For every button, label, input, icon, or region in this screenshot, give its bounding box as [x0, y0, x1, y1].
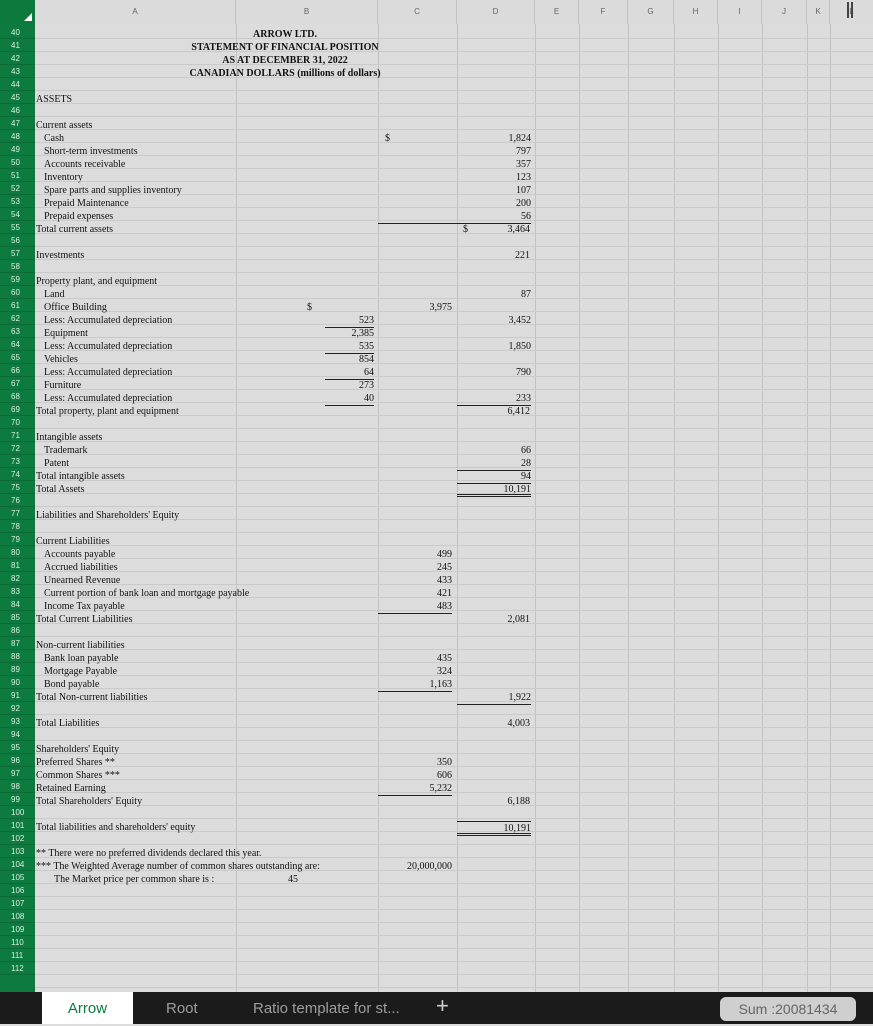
- gridline: [35, 792, 873, 793]
- row-number[interactable]: 40: [0, 26, 35, 39]
- row-number[interactable]: 97: [0, 767, 35, 780]
- row-number[interactable]: 63: [0, 325, 35, 338]
- tab-root[interactable]: Root: [166, 1000, 198, 1017]
- accounts-payable-value: 499: [437, 549, 452, 560]
- note-weighted-shares: *** The Weighted Average number of common shares outstanding are:: [36, 861, 320, 872]
- income-tax-value: 483: [378, 600, 452, 614]
- row-number[interactable]: 110: [0, 936, 35, 949]
- total-current-assets-label: Total current assets: [36, 224, 114, 235]
- office-building-net: 3,452: [508, 315, 531, 326]
- total-le-value: 10,191: [457, 821, 531, 836]
- gridline: [35, 766, 873, 767]
- gridline: [35, 610, 873, 611]
- company-name: ARROW LTD.: [253, 29, 317, 40]
- spare-parts-value: 107: [516, 185, 531, 196]
- equipment-net: 1,850: [508, 341, 531, 352]
- row-number[interactable]: 79: [0, 533, 35, 546]
- gridline: [807, 24, 808, 992]
- gridline: [35, 948, 873, 949]
- row-number[interactable]: 93: [0, 715, 35, 728]
- row-number[interactable]: 65: [0, 351, 35, 364]
- row-number[interactable]: 47: [0, 117, 35, 130]
- total-le-label: Total liabilities and shareholders' equity: [36, 822, 196, 833]
- column-header-k[interactable]: K: [807, 0, 830, 24]
- current-portion-value: 421: [437, 588, 452, 599]
- preferred-shares-value: 350: [437, 757, 452, 768]
- row-number[interactable]: 48: [0, 130, 35, 143]
- furniture-depreciation-value: 40: [325, 392, 374, 406]
- row-number[interactable]: 61: [0, 299, 35, 312]
- total-intangible-label: Total intangible assets: [36, 471, 125, 482]
- vehicles-depreciation-value: 64: [325, 366, 374, 380]
- statement-currency: CANADIAN DOLLARS (millions of dollars): [189, 68, 381, 79]
- patent-label: Patent: [44, 458, 69, 469]
- row-number[interactable]: 43: [0, 65, 35, 78]
- total-assets-label: Total Assets: [36, 484, 85, 495]
- prepaid-maintenance-value: 200: [516, 198, 531, 209]
- gridline: [35, 805, 873, 806]
- gridline: [35, 467, 873, 468]
- gridline: [35, 337, 873, 338]
- row-number[interactable]: 58: [0, 260, 35, 273]
- gridline: [35, 168, 873, 169]
- gridline: [35, 740, 873, 741]
- unearned-revenue-value: 433: [437, 575, 452, 586]
- row-number[interactable]: 91: [0, 689, 35, 702]
- total-intangible-value: 94: [457, 470, 531, 484]
- equipment-depreciation-value: 535: [325, 340, 374, 354]
- total-noncurrent-label: Total Non-current liabilities: [36, 692, 148, 703]
- current-assets-heading: Current assets: [36, 120, 93, 131]
- gridline: [35, 818, 873, 819]
- market-price-value: 45: [288, 874, 298, 885]
- gridline: [35, 285, 873, 286]
- prepaid-maintenance-label: Prepaid Maintenance: [44, 198, 129, 209]
- row-number[interactable]: 107: [0, 897, 35, 910]
- total-current-assets-value: 3,464: [507, 224, 530, 235]
- spreadsheet-grid[interactable]: [35, 24, 873, 992]
- row-number[interactable]: 72: [0, 442, 35, 455]
- gridline: [35, 974, 873, 975]
- total-ppe-label: Total property, plant and equipment: [36, 406, 179, 417]
- row-number[interactable]: 74: [0, 468, 35, 481]
- gridline: [35, 181, 873, 182]
- column-header-d[interactable]: D: [457, 0, 535, 24]
- row-number[interactable]: 73: [0, 455, 35, 468]
- equipment-depreciation-label: Less: Accumulated depreciation: [44, 341, 173, 352]
- investments-value: 221: [515, 250, 530, 261]
- column-header-j[interactable]: J: [762, 0, 807, 24]
- row-number[interactable]: 111: [0, 949, 35, 962]
- bond-label: Bond payable: [44, 679, 100, 690]
- row-number[interactable]: 81: [0, 559, 35, 572]
- total-liabilities-label: Total Liabilities: [36, 718, 100, 729]
- total-current-liabilities-label: Total Current Liabilities: [36, 614, 133, 625]
- cash-label: Cash: [44, 133, 64, 144]
- bank-loan-value: 435: [437, 653, 452, 664]
- prepaid-expenses-label: Prepaid expenses: [44, 211, 114, 222]
- vehicles-depreciation-label: Less: Accumulated depreciation: [44, 367, 173, 378]
- office-building-label: Office Building: [44, 302, 107, 313]
- gridline: [35, 207, 873, 208]
- inventory-label: Inventory: [44, 172, 83, 183]
- gridline: [35, 506, 873, 507]
- note-market-price: The Market price per common share is :: [54, 874, 215, 885]
- current-liabilities-heading: Current Liabilities: [36, 536, 110, 547]
- cash-value: 1,824: [508, 133, 531, 144]
- statement-title: STATEMENT OF FINANCIAL POSITION: [191, 42, 379, 53]
- total-equity-label: Total Shareholders' Equity: [36, 796, 143, 807]
- row-number[interactable]: 44: [0, 78, 35, 91]
- select-all-corner[interactable]: [0, 0, 35, 24]
- row-number[interactable]: 99: [0, 793, 35, 806]
- gridline: [35, 662, 873, 663]
- row-number[interactable]: 104: [0, 858, 35, 871]
- total-assets-value: 10,191: [457, 483, 531, 497]
- land-value: 87: [521, 289, 531, 300]
- spare-parts-label: Spare parts and supplies inventory: [44, 185, 182, 196]
- total-liabilities-value: 4,003: [507, 718, 530, 729]
- row-number[interactable]: 77: [0, 507, 35, 520]
- equity-heading: Shareholders' Equity: [36, 744, 120, 755]
- bank-loan-label: Bank loan payable: [44, 653, 119, 664]
- office-building-value: 3,975: [429, 302, 452, 313]
- row-number[interactable]: 71: [0, 429, 35, 442]
- row-number[interactable]: 56: [0, 234, 35, 247]
- row-number[interactable]: 96: [0, 754, 35, 767]
- row-number[interactable]: 86: [0, 624, 35, 637]
- gridline: [35, 922, 873, 923]
- row-number[interactable]: 100: [0, 806, 35, 819]
- row-header-column: [0, 24, 35, 992]
- row-number[interactable]: 51: [0, 169, 35, 182]
- gridline: [35, 298, 873, 299]
- accounts-receivable-value: 357: [516, 159, 531, 170]
- gridline: [35, 779, 873, 780]
- gridline: [35, 389, 873, 390]
- tab-arrow[interactable]: Arrow: [42, 992, 133, 1024]
- row-number[interactable]: 103: [0, 845, 35, 858]
- gridline: [35, 649, 873, 650]
- row-number[interactable]: 49: [0, 143, 35, 156]
- furniture-net: 233: [457, 392, 531, 406]
- gridline: [35, 909, 873, 910]
- row-number[interactable]: 78: [0, 520, 35, 533]
- gridline: [35, 688, 873, 689]
- liabilities-equity-heading: Liabilities and Shareholders' Equity: [36, 510, 180, 521]
- income-tax-label: Income Tax payable: [44, 601, 125, 612]
- retained-earning-label: Retained Earning: [36, 783, 106, 794]
- gridline: [35, 363, 873, 364]
- vehicles-value: 854: [359, 354, 374, 365]
- column-header-g[interactable]: G: [628, 0, 674, 24]
- gridline: [35, 753, 873, 754]
- select-all-icon: [24, 13, 32, 21]
- statement-date: AS AT DECEMBER 31, 2022: [222, 55, 348, 66]
- gridline: [35, 480, 873, 481]
- gridline: [35, 428, 873, 429]
- gridline: [674, 24, 675, 992]
- furniture-depreciation-label: Less: Accumulated depreciation: [44, 393, 173, 404]
- gridline: [35, 129, 873, 130]
- column-header-l[interactable]: L: [849, 7, 854, 16]
- total-ppe-value: 6,412: [507, 406, 530, 417]
- row-number[interactable]: 84: [0, 598, 35, 611]
- row-number[interactable]: 41: [0, 39, 35, 52]
- ppe-heading: Property plant, and equipment: [36, 276, 158, 287]
- gridline: [35, 103, 873, 104]
- row-number[interactable]: 52: [0, 182, 35, 195]
- gridline: [35, 675, 873, 676]
- gridline: [830, 24, 831, 992]
- row-number[interactable]: 68: [0, 390, 35, 403]
- office-building-dollar: $: [307, 302, 312, 313]
- gridline: [35, 116, 873, 117]
- gridline: [535, 24, 536, 992]
- furniture-value: 273: [359, 380, 374, 391]
- total-current-assets-dollar: $: [463, 224, 468, 235]
- gridline: [35, 233, 873, 234]
- total-noncurrent-value: 1,922: [457, 691, 531, 705]
- row-number[interactable]: 105: [0, 871, 35, 884]
- gridline: [35, 272, 873, 273]
- row-number[interactable]: 89: [0, 663, 35, 676]
- gridline: [35, 311, 873, 312]
- gridline: [35, 701, 873, 702]
- column-header-h[interactable]: H: [674, 0, 718, 24]
- short-term-investments-value: 797: [516, 146, 531, 157]
- gridline: [718, 24, 719, 992]
- gridline: [35, 714, 873, 715]
- vehicles-label: Vehicles: [44, 354, 78, 365]
- short-term-investments-label: Short-term investments: [44, 146, 138, 157]
- column-header-e[interactable]: E: [535, 0, 579, 24]
- plus-icon[interactable]: +: [436, 993, 449, 1018]
- gridline: [35, 155, 873, 156]
- gridline: [35, 961, 873, 962]
- column-resize-handle[interactable]: [847, 2, 853, 18]
- trademark-label: Trademark: [44, 445, 88, 456]
- sum-indicator: Sum :20081434: [720, 997, 856, 1021]
- column-header-i[interactable]: I: [718, 0, 762, 24]
- column-header-c[interactable]: C: [378, 0, 457, 24]
- row-number[interactable]: 88: [0, 650, 35, 663]
- gridline: [35, 558, 873, 559]
- accounts-payable-label: Accounts payable: [44, 549, 116, 560]
- land-label: Land: [44, 289, 65, 300]
- current-portion-label: Current portion of bank loan and mortgage payable: [44, 588, 250, 599]
- row-number[interactable]: 54: [0, 208, 35, 221]
- mortgage-label: Mortgage Payable: [44, 666, 118, 677]
- gridline: [35, 844, 873, 845]
- row-number[interactable]: 42: [0, 52, 35, 65]
- gridline: [35, 623, 873, 624]
- common-shares-label: Common Shares ***: [36, 770, 120, 781]
- retained-earning-value: 5,232: [378, 782, 452, 796]
- total-equity-value: 6,188: [507, 796, 530, 807]
- gridline: [35, 454, 873, 455]
- assets-heading: ASSETS: [36, 94, 73, 105]
- gridline: [35, 571, 873, 572]
- equipment-label: Equipment: [44, 328, 88, 339]
- accrued-liabilities-label: Accrued liabilities: [44, 562, 118, 573]
- office-depreciation-value: 523: [325, 314, 374, 328]
- note-preferred-dividends: ** There were no preferred dividends declared this year.: [36, 848, 262, 859]
- equipment-value: 2,385: [351, 328, 374, 339]
- total-current-liabilities-value: 2,081: [507, 614, 530, 625]
- gridline: [35, 246, 873, 247]
- row-number[interactable]: 64: [0, 338, 35, 351]
- row-number[interactable]: 82: [0, 572, 35, 585]
- gridline: [35, 935, 873, 936]
- investments-label: Investments: [36, 250, 85, 261]
- sheet-tab-bar: [0, 992, 873, 1024]
- row-number[interactable]: 59: [0, 273, 35, 286]
- row-number[interactable]: 76: [0, 494, 35, 507]
- accounts-receivable-label: Accounts receivable: [44, 159, 126, 170]
- weighted-shares-value: 20,000,000: [407, 861, 452, 872]
- gridline: [35, 441, 873, 442]
- row-number[interactable]: 112: [0, 962, 35, 975]
- row-number[interactable]: 70: [0, 416, 35, 429]
- patent-value: 28: [457, 457, 531, 471]
- gridline: [35, 259, 873, 260]
- noncurrent-liabilities-heading: Non-current liabilities: [36, 640, 125, 651]
- row-number[interactable]: 53: [0, 195, 35, 208]
- gridline: [35, 532, 873, 533]
- row-number[interactable]: 66: [0, 364, 35, 377]
- column-header-f[interactable]: F: [579, 0, 628, 24]
- row-number[interactable]: 57: [0, 247, 35, 260]
- tab-ratio-template[interactable]: Ratio template for st...: [253, 1000, 400, 1017]
- row-number[interactable]: 62: [0, 312, 35, 325]
- gridline: [378, 24, 379, 992]
- gridline: [35, 636, 873, 637]
- row-number[interactable]: 46: [0, 104, 35, 117]
- row-number[interactable]: 75: [0, 481, 35, 494]
- row-number[interactable]: 95: [0, 741, 35, 754]
- row-number[interactable]: 101: [0, 819, 35, 832]
- office-depreciation-label: Less: Accumulated depreciation: [44, 315, 173, 326]
- row-number[interactable]: 94: [0, 728, 35, 741]
- preferred-shares-label: Preferred Shares **: [36, 757, 115, 768]
- row-number[interactable]: 50: [0, 156, 35, 169]
- row-number[interactable]: 69: [0, 403, 35, 416]
- row-number[interactable]: 85: [0, 611, 35, 624]
- column-header-b[interactable]: B: [236, 0, 378, 24]
- trademark-value: 66: [521, 445, 531, 456]
- bond-value: 1,163: [378, 678, 452, 692]
- row-number[interactable]: 55: [0, 221, 35, 234]
- gridline: [35, 90, 873, 91]
- gridline: [35, 142, 873, 143]
- gridline: [762, 24, 763, 992]
- column-header-a[interactable]: A: [35, 0, 236, 24]
- furniture-label: Furniture: [44, 380, 82, 391]
- row-number[interactable]: 109: [0, 923, 35, 936]
- row-number[interactable]: 67: [0, 377, 35, 390]
- gridline: [35, 584, 873, 585]
- row-number[interactable]: 108: [0, 910, 35, 923]
- row-number[interactable]: 87: [0, 637, 35, 650]
- row-number[interactable]: 102: [0, 832, 35, 845]
- prepaid-expenses-value: 56: [378, 210, 531, 224]
- row-number[interactable]: 60: [0, 286, 35, 299]
- row-number[interactable]: 92: [0, 702, 35, 715]
- row-number[interactable]: 45: [0, 91, 35, 104]
- row-number[interactable]: 90: [0, 676, 35, 689]
- mortgage-value: 324: [437, 666, 452, 677]
- gridline: [628, 24, 629, 992]
- column-header-bar: [0, 0, 873, 25]
- accrued-liabilities-value: 245: [437, 562, 452, 573]
- row-number[interactable]: 83: [0, 585, 35, 598]
- common-shares-value: 606: [437, 770, 452, 781]
- gridline: [579, 24, 580, 992]
- cash-dollar-sign: $: [385, 133, 390, 144]
- gridline: [35, 727, 873, 728]
- inventory-value: 123: [516, 172, 531, 183]
- gridline: [35, 545, 873, 546]
- gridline: [35, 896, 873, 897]
- row-number[interactable]: 98: [0, 780, 35, 793]
- gridline: [35, 493, 873, 494]
- vehicles-net: 790: [516, 367, 531, 378]
- unearned-revenue-label: Unearned Revenue: [44, 575, 121, 586]
- row-number[interactable]: 106: [0, 884, 35, 897]
- row-number[interactable]: 80: [0, 546, 35, 559]
- gridline: [35, 987, 873, 988]
- intangible-assets-heading: Intangible assets: [36, 432, 103, 443]
